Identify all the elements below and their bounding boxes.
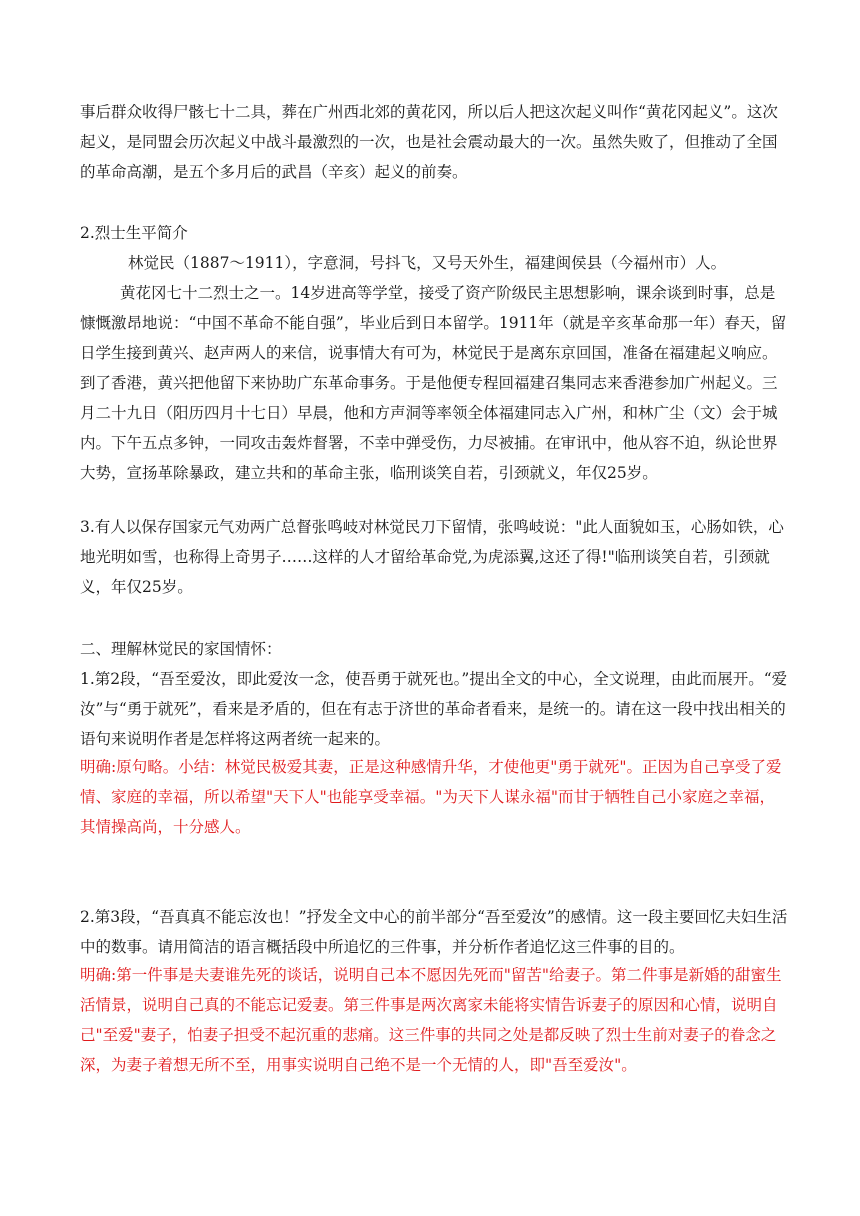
section-heading-family-nation: 二、理解林觉民的家国情怀： (80, 640, 282, 658)
paragraph-bio-intro: 林觉民（1887～1911），字意洞，号抖飞，又号天外生，福建闽侯县（今福州市）人。 (128, 254, 727, 272)
question-2: 2.第3段，“吾真真不能忘汝也！”抒发全文中心的前半部分“吾至爱汝”的感情。这一段主要回忆夫妇生活中的数事。请用简洁的语言概括段中所追忆的三件事，并分析作者追忆这三件事的目的。 (80, 908, 788, 956)
answer-2: 明确:第一件事是夫妻谁先死的谈话，说明自己本不愿因先死而"留苦"给妻子。第二件事是新婚的甜蜜生活情景，说明自己真的不能忘记爱妻。第三件事是两次离家未能将实情告诉妻子的原因和心情，说明自己"至爱"妻子，怕妻子担受不起沉重的悲痛。这三件事的共同之处是都反映了烈士生前对妻子的眷念之深，为妻子着想无所不至，用事实说明自己绝不是一个无情的人，即"吾至爱汝"。 (80, 966, 782, 1074)
paragraph-bio-detail: 黄花冈七十二烈士之一。14岁进高等学堂，接受了资产阶级民主思想影响，课余谈到时事，总是慷慨激昂地说：“中国不革命不能自强”，毕业后到日本留学。1911年（就是辛亥革命那一年）春天，留日学生接到黄兴、赵声两人的来信，说事情大有可为，林觉民于是离东京回国，准备在福建起义响应。到了香港，黄兴把他留下来协助广东革命事务。于是他便专程回福建召集同志来香港参加广州起义。三月二十九日（阳历四月十七日）早晨，他和方声洞等率领全体福建同志入广州，和林广尘（文）会于城内。下午五点多钟，一同攻击轰炸督署，不幸中弹受伤，力尽被捕。在审讯中，他从容不迫，纵论世界大势，宣扬革除暴政，建立共和的革命主张，临刑谈笑自若，引颈就义，年仅25岁。 (80, 284, 787, 482)
answer-1: 明确:原句略。小结：林觉民极爱其妻，正是这种感情升华，才使他更"勇于就死"。正因为自己享受了爱情、家庭的幸福，所以希望"天下人"也能享受幸福。"为天下人谋永福"而甘于牺牲自己小家庭之幸福，其情操高尚，十分感人。 (80, 758, 782, 836)
paragraph-huanghuagang-summary: 事后群众收得尸骸七十二具，葬在广州西北郊的黄花冈，所以后人把这次起义叫作“黄花冈起义”。这次起义，是同盟会历次起义中战斗最激烈的一次，也是社会震动最大的一次。虽然失败了，但推动了全国的革命高潮，是五个多月后的武昌（辛亥）起义的前奏。 (80, 103, 778, 181)
question-1: 1.第2段，“吾至爱汝，即此爱汝一念，使吾勇于就死也。”提出全文的中心，全文说理，由此而展开。“爱汝”与“勇于就死”，看来是矛盾的，但在有志于济世的革命者看来，是统一的。请在这一段中找出相关的语句来说明作者是怎样将这两者统一起来的。 (80, 670, 788, 748)
section-heading-martyr-bio: 2.烈士生平简介 (80, 224, 188, 242)
paragraph-zhang-mingqi-quote: 3.有人以保存国家元气劝两广总督张鸣岐对林觉民刀下留情，张鸣岐说："此人面貌如玉，心肠如铁，心地光明如雪，也称得上奇男子……这样的人才留给革命党,为虎添翼,这还了得!"临刑谈笑自若，引颈就义，年仅25岁。 (80, 518, 784, 596)
